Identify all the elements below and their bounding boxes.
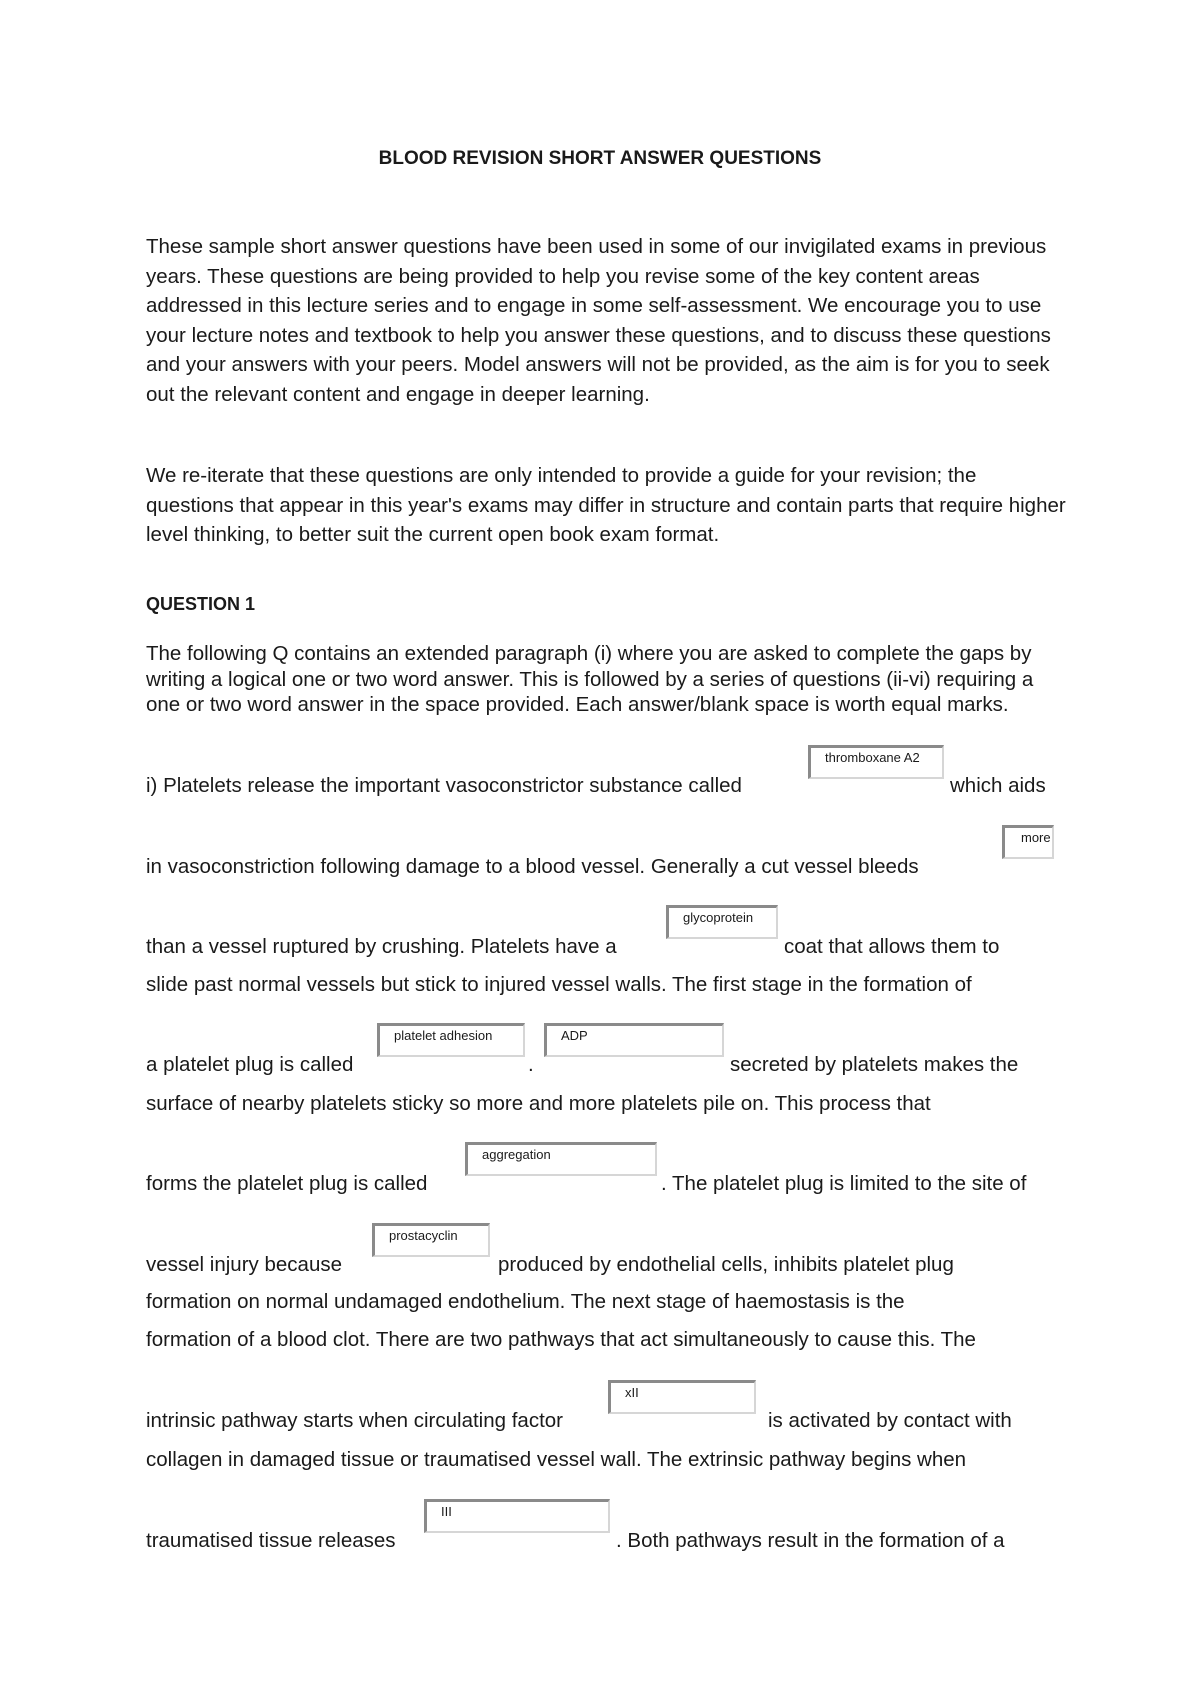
passage-text: surface of nearby platelets sticky so more and more platelets pile on. This process that	[146, 1092, 931, 1115]
passage-line	[146, 774, 742, 798]
passage-text: intrinsic pathway starts when circulating factor	[146, 1409, 564, 1432]
passage-line	[146, 1529, 396, 1553]
passage-text: secreted by platelets makes the	[730, 1053, 1019, 1076]
passage-text: . Both pathways result in the formation of a	[616, 1529, 1005, 1552]
question-heading: QUESTION 1	[146, 594, 256, 614]
passage-text: formation on normal undamaged endothelium. The next stage of haemostasis is the	[146, 1290, 905, 1313]
passage-text: collagen in damaged tissue or traumatised vessel wall. The extrinsic pathway begins when	[146, 1448, 967, 1471]
passage-text: slide past normal vessels but stick to injured vessel walls. The first stage in the formation of	[146, 973, 972, 996]
passage-text: vessel injury because	[146, 1253, 342, 1276]
answer-field-5[interactable]: ADP	[544, 1023, 724, 1057]
passage-text: i) Platelets release the important vasoconstrictor substance called	[146, 774, 742, 797]
passage-line	[146, 1409, 563, 1433]
passage-line	[146, 1172, 427, 1196]
answer-field-2[interactable]: more	[1002, 825, 1054, 859]
answer-field-4[interactable]: platelet adhesion	[377, 1023, 525, 1057]
passage-text: coat that allows them to	[784, 935, 1000, 958]
answer-field-8[interactable]: xII	[608, 1380, 756, 1414]
answer-field-1[interactable]: thromboxane A2	[808, 745, 944, 779]
passage-line	[146, 1253, 342, 1277]
passage-text: traumatised tissue releases	[146, 1529, 396, 1552]
passage-text: a platelet plug is called	[146, 1053, 354, 1076]
passage-line	[146, 935, 617, 959]
passage-text: which aids	[950, 774, 1046, 797]
passage-text: than a vessel ruptured by crushing. Platelets have a	[146, 935, 617, 958]
passage-text: formation of a blood clot. There are two pathways that act simultaneously to cause this. The	[146, 1328, 976, 1351]
question-description: The following Q contains an extended paragraph (i) where you are asked to complete the gaps by writing a logical one or two word answer. This is followed by a series of questions (ii-vi) requiring a one or two word answer in the space provided. Each answer/blank space is worth equal marks.	[146, 642, 1034, 716]
answer-field-6[interactable]: aggregation	[465, 1142, 657, 1176]
passage-text: .	[528, 1053, 534, 1076]
passage-text: forms the platelet plug is called	[146, 1172, 428, 1195]
passage-text: produced by endothelial cells, inhibits platelet plug	[498, 1253, 954, 1276]
intro-paragraph-1: These sample short answer questions have been used in some of our invigilated exams in previous years. These questions are being provided to help you revise some of the key content areas addressed in this lecture series and to engage in some self-assessment. We encourage you to use your lecture notes and textbook to help you answer these questions, and to discuss these questions and your answers with your peers. Model answers will not be provided, as the aim is for you to seek out the relevant content and engage in deeper learning.	[146, 235, 1051, 406]
answer-field-7[interactable]: prostacyclin	[372, 1223, 490, 1257]
passage-text: in vasoconstriction following damage to a blood vessel. Generally a cut vessel bleeds	[146, 855, 919, 878]
answer-field-3[interactable]: glycoprotein	[666, 905, 778, 939]
passage-text: is activated by contact with	[768, 1409, 1012, 1432]
passage-line	[146, 855, 919, 879]
passage-text: . The platelet plug is limited to the site of	[661, 1172, 1027, 1195]
passage-line	[146, 1053, 353, 1077]
page-title: BLOOD REVISION SHORT ANSWER QUESTIONS	[378, 148, 822, 169]
intro-paragraph-2: We re-iterate that these questions are only intended to provide a guide for your revision; the questions that appear in this year's exams may differ in structure and contain parts that require higher level thinking, to better suit the current open book exam format.	[146, 464, 1066, 546]
answer-field-9[interactable]: III	[424, 1499, 610, 1533]
